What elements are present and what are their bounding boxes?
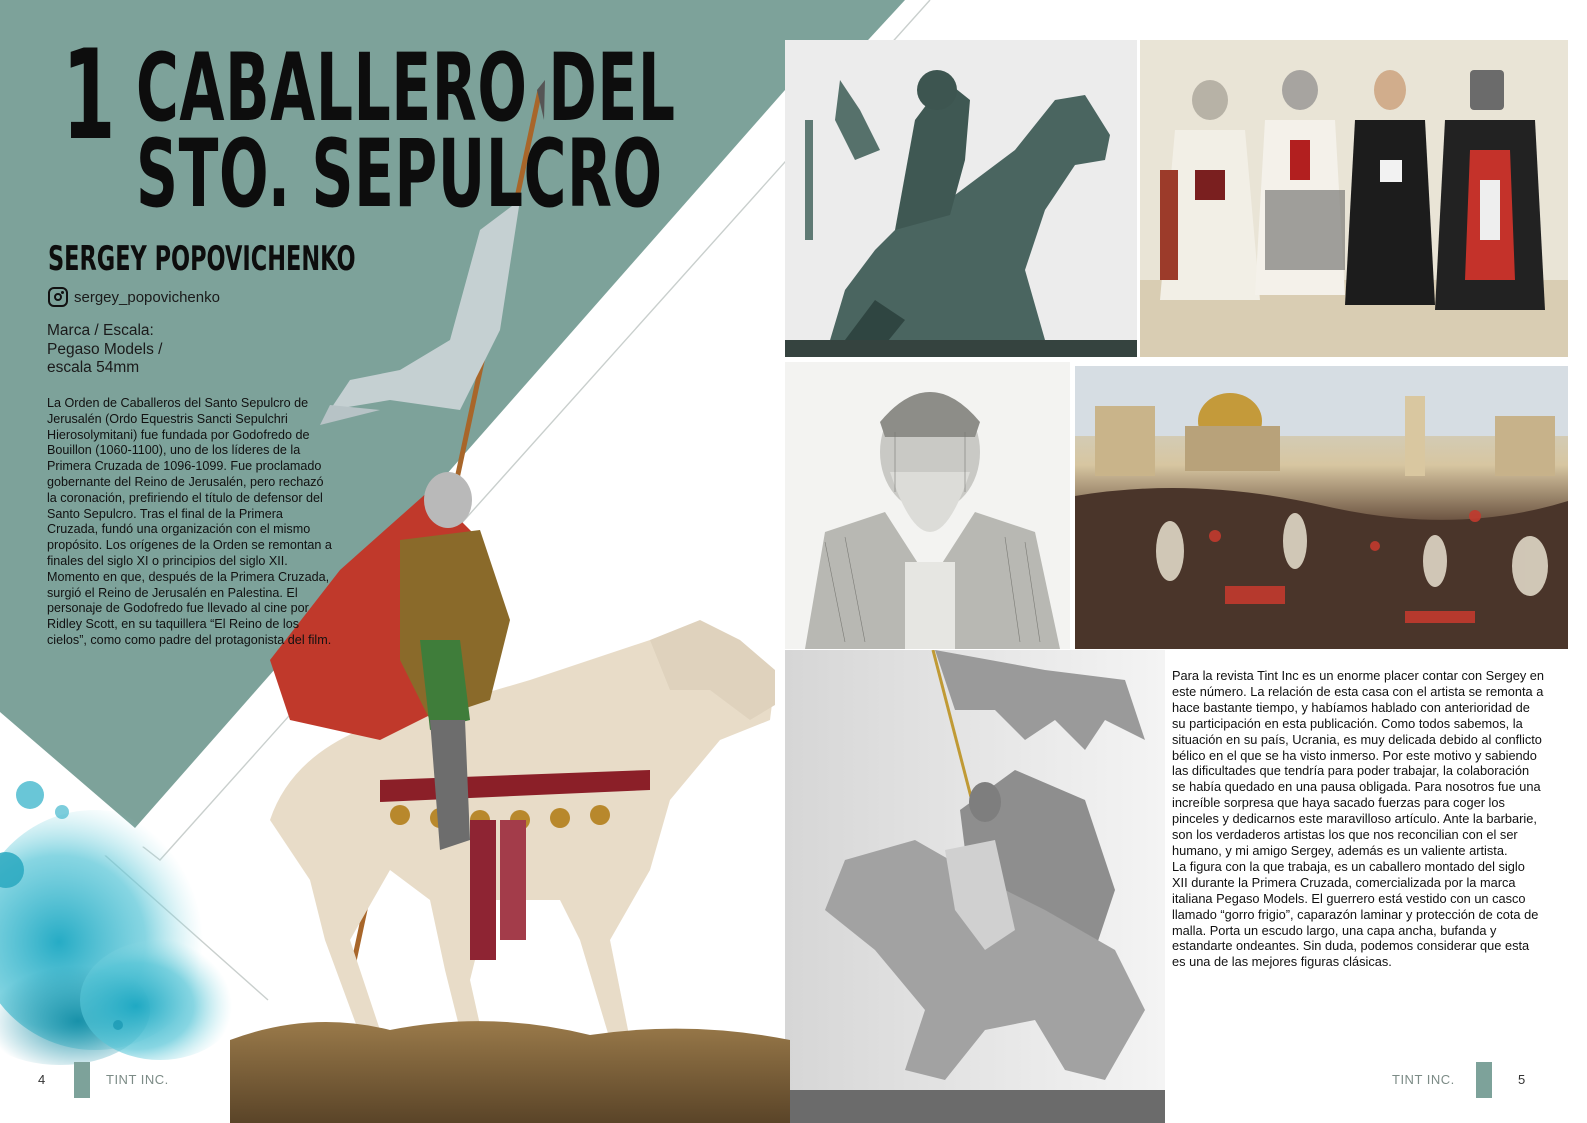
body-text [1172, 668, 1544, 970]
instagram-icon [48, 287, 68, 307]
body-paragraph-1: Para la revista Tint Inc es un enorme placer contar con Sergey en este número. La relación de esta casa con el artista se remonta a hace bastante tiempo, y habíamos hablado con anterioridad de su participación en esta publicación. Como todos sabemos, la situación en su país, Ucrania, es muy delicada debido al conflicto bélico en el que se ha visto inmerso. Por este motivo y sabiendo las dificultades que tendría para poder trabajar, la colaboración se había quedado en una pausa obligada. Para nosotros fue una increíble sorpresa que haya sacado fuerzas para coger los pinceles y dedicarnos este maravilloso artículo. Ante la barbarie, son los verdaderos artistas los que nos reconcilian con el ser humano, y mi amigo Sergey, además es un valiente artista. [1172, 668, 1545, 858]
statue-photo [785, 40, 1137, 357]
right-footer-brand: TINT INC. [1392, 1072, 1455, 1087]
jerusalem-painting [1075, 366, 1568, 649]
body-paragraph-2: La figura con la que trabaja, es un caballero montado del siglo XII durante la Primera Cruzada, comercializada por la marca italiana Pegaso Models. El guerrero está vestido con un casco llamado “gorro frigio”, caparazón laminar y protección de cota de malla. Porta un escudo largo, una capa ancha, bufanda y estandarte ondeantes. Sin duda, podemos considerar que esta es una de las mejores figuras clásicas. [1172, 858, 1539, 970]
author-name: SERGEY POPOVICHENKO [48, 239, 356, 279]
right-footer-bar [1476, 1062, 1492, 1098]
left-footer-brand: TINT INC. [106, 1072, 169, 1087]
godfrey-engraving [785, 362, 1070, 649]
brand-scale-info [47, 322, 162, 378]
instagram-handle-row [48, 287, 220, 307]
right-page-number: 5 [1518, 1072, 1526, 1087]
brand-line: escala 54mm [47, 359, 140, 376]
article-title-line-1: CABALLERO DEL [136, 34, 676, 143]
brand-line: Pegaso Models / [47, 340, 163, 358]
left-page-number: 4 [38, 1072, 46, 1087]
unpainted-miniature-photo [785, 650, 1165, 1123]
intro-paragraph: La Orden de Caballeros del Santo Sepulcro de Jerusalén (Ordo Equestris Sancti Sepulchri Hierosolymitani) fue fundada por Godofredo de Bouillon (1060-1100), uno de los líderes de la Primera Cruzada de 1096-1099. Fue proclamado gobernante del Reino de Jerusalén, pero rechazó la coronación, prefiriendo el título de defensor del Santo Sepulcro. Tras el final de la Primera Cruzada, fundó una organización con el mismo propósito. Los orígenes de la Orden se remontan a finales del siglo XI o principios del siglo XII. Momento en que, después de la Primera Cruzada, surgió el Reino de Jerusalén en Palestina. El personaje de Godofredo fue llevado al cine por Ridley Scott, en su taquillera “El Reino de los cielos”, como como padre del protagonista del film. [47, 396, 332, 647]
intro-text [47, 396, 332, 649]
crusader-knights-illustration [1140, 40, 1568, 357]
instagram-handle: sergey_popovichenko [74, 288, 220, 306]
left-footer-bar [74, 1062, 90, 1098]
article-number: 1 [62, 24, 116, 168]
article-title-line-2: STO. SEPULCRO [136, 120, 663, 229]
brand-line: Marca / Escala: [47, 322, 154, 339]
